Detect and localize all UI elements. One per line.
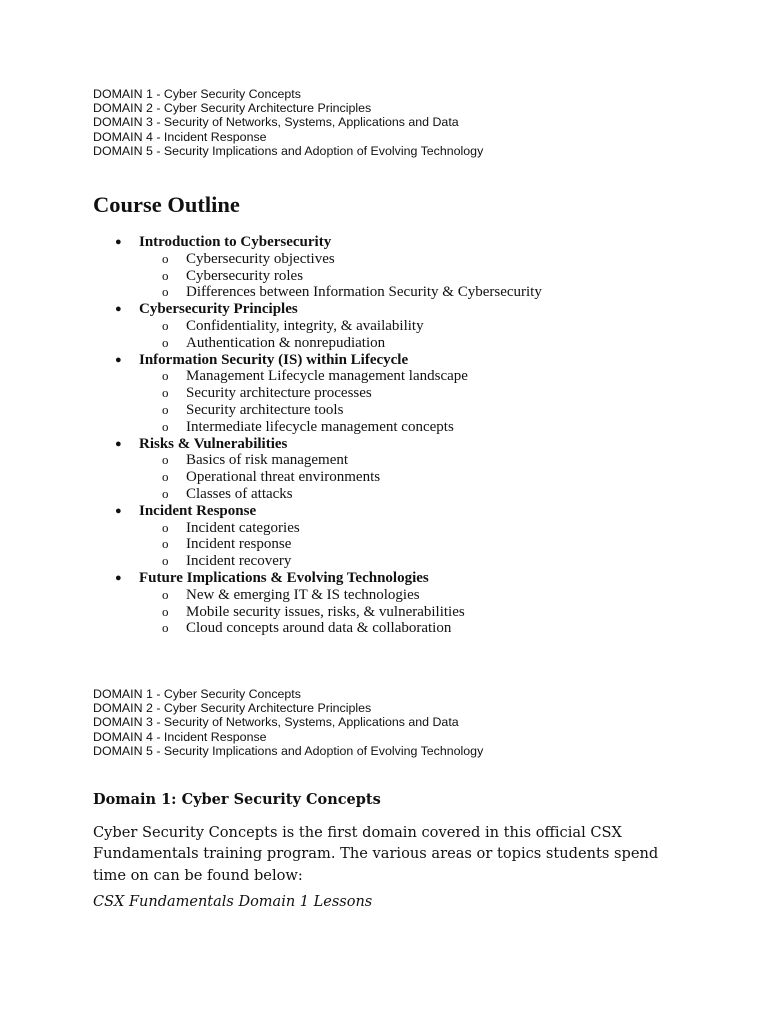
outline-subtopic-label: Classes of attacks	[186, 485, 293, 502]
circle-bullet-icon: o	[162, 485, 169, 501]
outline-topic-label: Information Security (IS) within Lifecycle	[139, 351, 409, 368]
domain-list-bottom	[93, 687, 483, 758]
circle-bullet-icon: o	[162, 284, 169, 300]
bullet-icon: ●	[115, 303, 122, 316]
circle-bullet-icon: o	[162, 401, 169, 417]
outline-subtopic-label: Cybersecurity objectives	[186, 250, 335, 267]
domain-item: DOMAIN 2 - Cyber Security Architecture Principles	[93, 701, 372, 716]
domain-list-top	[93, 87, 483, 158]
course-outline-title: Course Outline	[93, 192, 240, 217]
domain-item: DOMAIN 1 - Cyber Security Concepts	[93, 687, 301, 701]
outline-topic-label: Incident Response	[139, 502, 257, 519]
circle-bullet-icon: o	[162, 452, 169, 468]
circle-bullet-icon: o	[162, 250, 169, 266]
circle-bullet-icon: o	[162, 385, 169, 401]
outline-subtopic-label: Security architecture tools	[186, 401, 344, 418]
bullet-icon: ●	[115, 236, 122, 248]
outline-subtopic-label: Management Lifecycle management landscape	[186, 368, 468, 385]
outline-subtopic-label: New & emerging IT & IS technologies	[186, 586, 420, 603]
circle-bullet-icon: o	[162, 536, 169, 552]
domain-item: DOMAIN 5 - Security Implications and Adoption of Evolving Technology	[93, 743, 484, 758]
bullet-icon: ●	[115, 353, 122, 366]
circle-bullet-icon: o	[162, 267, 169, 283]
domain-item: DOMAIN 4 - Incident Response	[93, 729, 267, 744]
outline-subtopic-label: Basics of risk management	[186, 452, 349, 469]
outline-subtopic-label: Incident categories	[186, 519, 300, 536]
circle-bullet-icon: o	[162, 620, 169, 636]
outline-subtopic-label: Operational threat environments	[186, 469, 381, 486]
domain-item: DOMAIN 5 - Security Implications and Adoption of Evolving Technology	[93, 143, 484, 158]
domain1-heading: Domain 1: Cyber Security Concepts	[93, 791, 381, 808]
outline-topic-label: Introduction to Cybersecurity	[139, 234, 332, 250]
circle-bullet-icon: o	[162, 519, 169, 535]
outline-subtopic-label: Authentication & nonrepudiation	[186, 334, 386, 351]
domain1-lessons-title: CSX Fundamentals Domain 1 Lessons	[93, 894, 373, 910]
outline-topic-label: Future Implications & Evolving Technologies	[139, 569, 429, 586]
outline-subtopic-label: Intermediate lifecycle management concepts	[186, 418, 454, 435]
domain-item: DOMAIN 1 - Cyber Security Concepts	[93, 87, 301, 101]
outline-subtopic-label: Incident response	[186, 536, 292, 553]
domain-item: DOMAIN 2 - Cyber Security Architecture Principles	[93, 101, 372, 116]
outline-subtopic-label: Cloud concepts around data & collaboration	[186, 620, 452, 637]
outline-subtopic-label: Incident recovery	[186, 553, 292, 570]
domain-item: DOMAIN 3 - Security of Networks, Systems, Applications and Data	[93, 715, 459, 730]
circle-bullet-icon: o	[162, 553, 169, 569]
outline-subtopic-label: Security architecture processes	[186, 385, 372, 402]
outline-topic-label: Risks & Vulnerabilities	[139, 435, 288, 452]
outline-subtopic-label: Differences between Information Security & Cybersecurity	[186, 284, 542, 301]
circle-bullet-icon: o	[162, 317, 169, 333]
domain1-paragraph: Cyber Security Concepts is the first domain covered in this official CSX Fundamentals training program. The various areas or topics students spend time on can be found below:	[93, 824, 659, 884]
bullet-icon: ●	[115, 437, 122, 450]
circle-bullet-icon: o	[162, 418, 169, 434]
circle-bullet-icon: o	[162, 334, 169, 350]
circle-bullet-icon: o	[162, 586, 169, 602]
outline-topic-label: Cybersecurity Principles	[139, 301, 298, 318]
outline-subtopic-label: Mobile security issues, risks, & vulnerabilities	[186, 603, 465, 620]
outline-subtopic-label: Cybersecurity roles	[186, 267, 304, 284]
circle-bullet-icon: o	[162, 469, 169, 485]
outline-subtopic-label: Confidentiality, integrity, & availability	[186, 317, 424, 334]
domain-item: DOMAIN 4 - Incident Response	[93, 129, 267, 144]
circle-bullet-icon: o	[162, 603, 169, 619]
bullet-icon: ●	[115, 571, 122, 584]
circle-bullet-icon: o	[162, 368, 169, 384]
bullet-icon: ●	[115, 504, 122, 517]
domain-item: DOMAIN 3 - Security of Networks, Systems, Applications and Data	[93, 115, 459, 130]
